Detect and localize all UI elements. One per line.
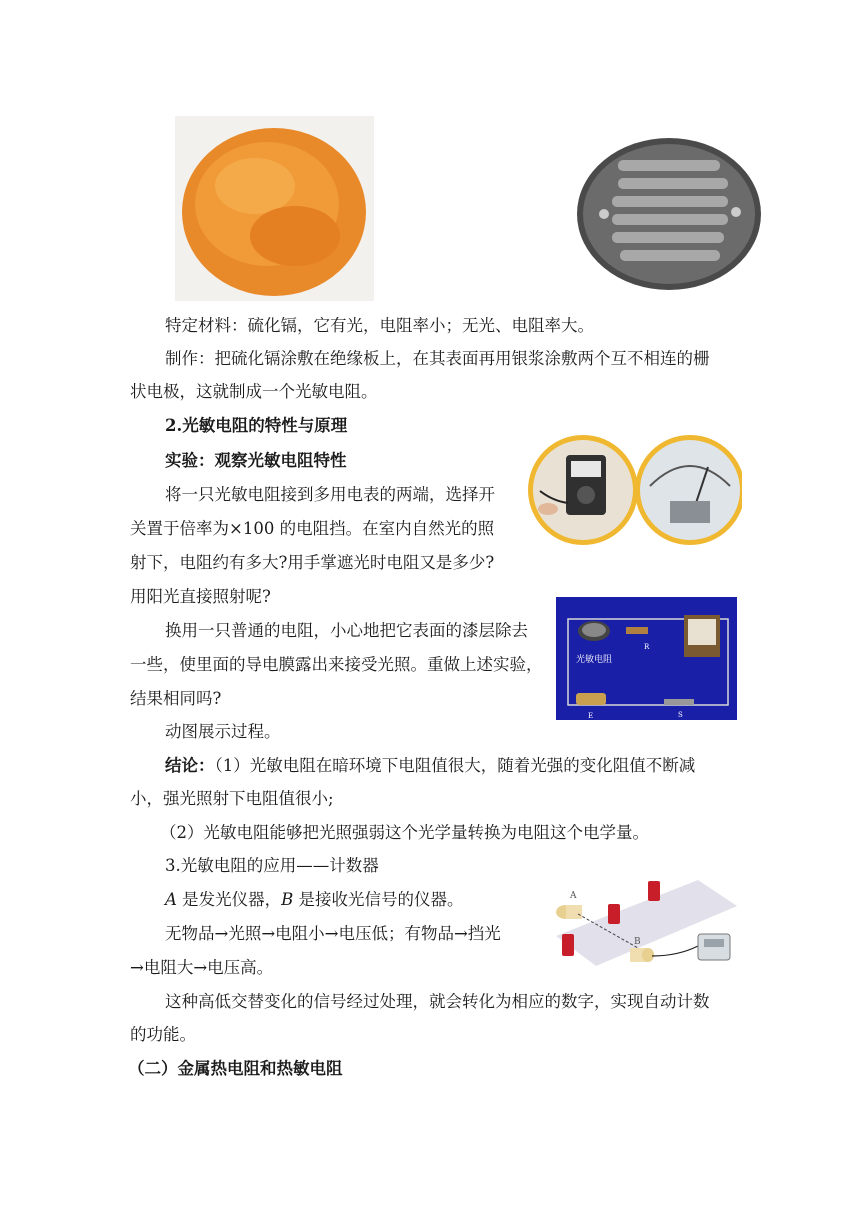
circuit-label-photoresistor: 光敏电阻 [576,655,613,665]
ab-end-text: 是接收光信号的仪器。 [293,890,464,909]
circuit-label-R: R [644,643,650,651]
conclusion-text-line2: 小，强光照射下电阻值很小; [130,789,334,808]
multimeter-experiment-photo [528,431,742,549]
conclusion-text-line1 [165,756,695,776]
photoresistor-element-photo [572,134,766,294]
circuit-label-S: S [678,711,683,719]
experiment-text-line3: 射下，电阻约有多大?用手掌遮光时电阻又是多少? [130,553,495,572]
ab-mid-text: 是发光仪器， [176,890,282,909]
making-text-line1: 制作：把硫化镉涂敷在绝缘板上，在其表面再用银浆涂敷两个互不相连的栅 [165,349,710,368]
making-text-line2: 状电极，这就制成一个光敏电阻。 [130,382,378,401]
circuit-label-E: E [588,712,594,720]
counter-diagram [548,876,737,977]
alternate-text-line3: 结果相同吗? [130,689,222,708]
signal-text-line2: 的功能。 [130,1025,196,1044]
counter-label-B: B [634,937,641,947]
conclusion-label: 结论： [165,756,215,775]
label-B: B [281,890,294,909]
photoresistor-circuit-diagram [556,597,737,720]
experiment-text-line1: 将一只光敏电阻接到多用电表的两端，选择开 [165,485,495,504]
conclusion-1a: （1）光敏电阻在暗环境下电阻值很大，随着光强的变化阻值不断减 [214,756,696,775]
label-A: A [165,890,177,909]
experiment-text-line4: 用阳光直接照射呢? [130,587,271,606]
animation-text: 动图展示过程。 [165,722,281,741]
conclusion-text-line3: （2）光敏电阻能够把光照强弱这个光学量转换为电阻这个电学量。 [160,823,649,842]
ab-description [165,890,464,910]
experiment-heading: 实验：观察光敏电阻特性 [165,451,347,470]
flow-text-line1: 无物品→光照→电阻小→电压低；有物品→挡光 [165,924,501,943]
counter-label-A: A [570,891,577,901]
signal-text-line1: 这种高低交替变化的信号经过处理，就会转化为相应的数字，实现自动计数 [165,992,710,1011]
section-heading-2: 2.光敏电阻的特性与原理 [165,416,348,435]
alternate-text-line1: 换用一只普通的电阻，小心地把它表面的漆层除去 [165,621,528,640]
section-heading-3: 3.光敏电阻的应用——计数器 [165,856,379,875]
experiment-text-line2: 关置于倍率为×100 的电阻挡。在室内自然光的照 [130,519,495,538]
material-text: 特定材料：硫化镉，它有光，电阻率小；无光、电阻率大。 [165,316,594,335]
cadmium-sulfide-powder-photo [175,116,374,301]
alternate-text-line2: 一些，使里面的导电膜露出来接受光照。重做上述实验， [130,655,543,674]
flow-text-line2: →电阻大→电压高。 [130,958,274,977]
section-heading-thermal: （二）金属热电阻和热敏电阻 [128,1059,343,1078]
